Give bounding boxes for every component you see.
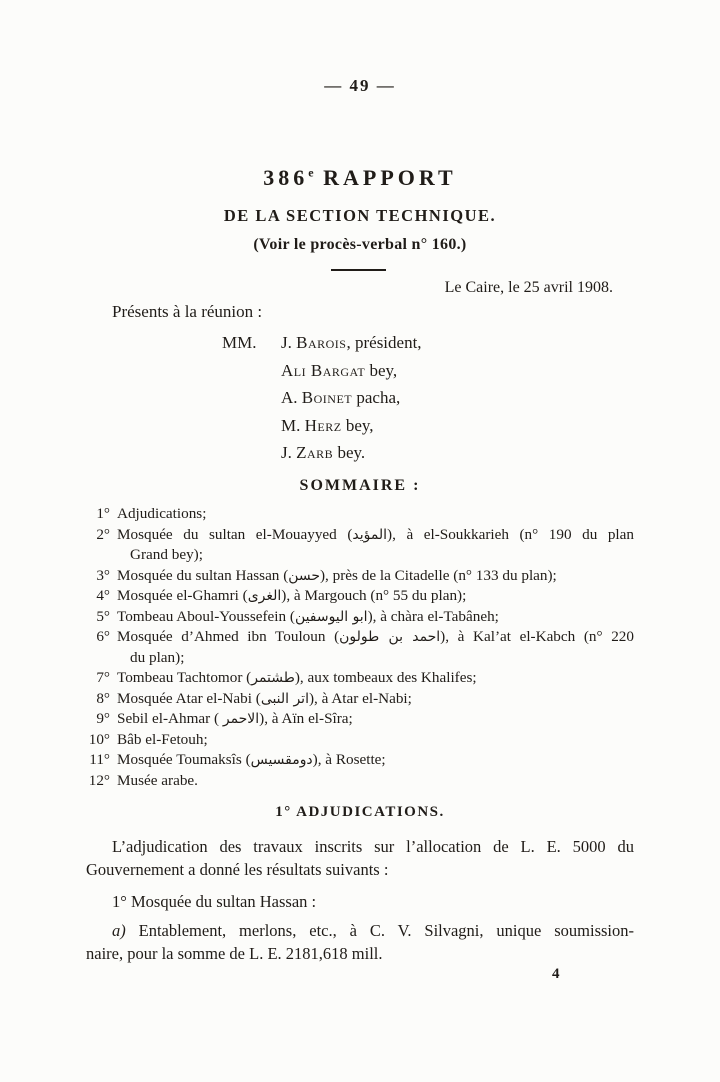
sommaire-item-text (117, 586, 634, 607)
sommaire-item-line: ), à chàra el-Tabâneh; (367, 607, 499, 625)
sommaire-item-text (117, 525, 634, 546)
arabic-name: اتر النبى (260, 690, 309, 707)
arabic-name: الاحمر (222, 711, 260, 727)
paragraph-line: L’adjudication des travaux inscrits sur l’allocation de L. E. 5000 du (112, 837, 634, 856)
attendee-surname: Zarb (296, 443, 334, 462)
attendee-list (222, 329, 422, 467)
attendee-initials: A. (281, 388, 302, 407)
sommaire-item-line: Musée arabe. (117, 771, 198, 789)
report-title-number: 386 (263, 165, 309, 190)
sommaire-item-number: 1° (96, 505, 110, 522)
sommaire-item (96, 566, 634, 587)
attendee-row (281, 384, 422, 412)
proces-verbal-note: (Voir le procès-verbal n° 160.) (253, 236, 467, 253)
attendee-title: bey, (365, 360, 398, 380)
sommaire-item-line: Tombeau Aboul-Youssefein ( (117, 607, 295, 625)
arabic-name: احمد بن طولون (339, 629, 441, 645)
report-title-ordinal: e (308, 165, 314, 180)
sommaire-item-line: Sebil el-Ahmar ( (117, 710, 223, 727)
sommaire-item-text (117, 709, 634, 730)
arabic-name: ابو اليوسفين (294, 608, 368, 625)
sommaire-item (96, 586, 634, 607)
sommaire-item-line: Mosquée du sultan el-Mouayyed ( (117, 525, 353, 543)
sommaire-item (96, 709, 634, 730)
sommaire-item-continuation: du plan); (130, 648, 185, 666)
paragraph-text: Entablement, merlons, etc., à C. V. Silvagni, unique soumission- (125, 921, 634, 940)
sommaire-item-line: Bâb el-Fetouh; (117, 730, 208, 748)
sommaire-item-text (117, 607, 634, 628)
paragraph-line (86, 920, 634, 943)
sheet-signature-number: 4 (552, 966, 560, 982)
sommaire-item-number: 5° (96, 607, 110, 625)
sommaire-item-number: 4° (96, 587, 110, 604)
sommaire-item-number: 2° (96, 525, 110, 543)
separator-rule (331, 269, 386, 271)
attendee-row (281, 412, 422, 440)
sommaire-item-line: Adjudications; (117, 505, 207, 522)
section-heading: 1° ADJUDICATIONS. (275, 804, 445, 820)
attendee-row (281, 357, 422, 385)
attendee-title: bey. (333, 443, 366, 462)
sommaire-item-text (117, 627, 634, 648)
sommaire-item-line: Mosquée el-Ghamri ( (117, 587, 248, 604)
sommaire-item-line: Mosquée d’Ahmed ibn Touloun ( (117, 628, 340, 645)
sommaire-item-line: Mosquée Atar el-Nabi ( (117, 689, 261, 707)
adjudication-detail-paragraph (86, 920, 634, 965)
dateline: Le Caire, le 25 avril 1908. (444, 279, 613, 296)
sommaire-item-text (117, 566, 634, 587)
adjudication-paragraph (86, 836, 634, 881)
attendee-surname: Herz (304, 415, 342, 435)
sommaire-item-line: Tombeau Tachtomor ( (117, 669, 252, 686)
report-title-text: RAPPORT (323, 165, 457, 190)
attendee-row (222, 329, 422, 357)
attendee-initials: J. (281, 333, 297, 352)
sommaire-item (88, 771, 634, 792)
attendee-surname: Barois (296, 333, 347, 352)
sommaire-item-number: 3° (96, 566, 110, 584)
sommaire-item-text (117, 730, 634, 751)
paragraph-line: naire, pour la somme de L. E. 2181,618 mill. (86, 943, 383, 963)
sommaire-item (89, 750, 634, 771)
sommaire-item-text (117, 771, 634, 792)
arabic-name: طشتمر (251, 670, 295, 686)
report-subtitle: DE LA SECTION TECHNIQUE. (223, 206, 497, 225)
attendee-title: , président, (346, 333, 422, 352)
sommaire-item-text (117, 689, 634, 710)
sommaire-item-text (117, 750, 634, 771)
attendee-row (281, 439, 422, 467)
item-letter: a) (112, 921, 126, 940)
arabic-name: حسن (288, 567, 320, 584)
report-title (0, 165, 720, 191)
sommaire-item (96, 689, 634, 710)
sommaire-item (96, 504, 634, 525)
sommaire-item-text (117, 504, 634, 525)
sommaire-item-line: ), près de la Citadelle (n° 133 du plan); (320, 566, 557, 584)
sommaire-item-line: ), à Kal’at el-Kabch (n° 220 (440, 628, 634, 645)
attendee-title: bey, (341, 415, 374, 435)
sommaire-item-number: 7° (96, 669, 110, 686)
sommaire-item (88, 730, 634, 751)
sommaire-item-number: 11° (89, 751, 110, 768)
sommaire-item-number: 8° (96, 689, 110, 707)
sommaire-item-line: Mosquée Toumaksîs ( (117, 751, 251, 768)
attendee-surname: Boinet (301, 388, 353, 407)
attendance-label: Présents à la réunion : (112, 302, 263, 321)
attendee-initials: M. (281, 415, 305, 435)
sommaire-item-number: 6° (96, 628, 110, 645)
sommaire-item-number: 12° (88, 771, 110, 789)
sommaire-item (96, 525, 634, 566)
sommaire-item-number: 10° (88, 730, 110, 748)
sommaire-item-line: ), à Margouch (n° 55 du plan); (281, 587, 467, 604)
sommaire-item (96, 668, 634, 689)
attendee-initials: J. (281, 443, 297, 462)
sommaire-heading: SOMMAIRE : (299, 477, 421, 494)
sommaire-item-text (117, 668, 634, 689)
adjudication-subitem: 1° Mosquée du sultan Hassan : (112, 892, 317, 911)
sommaire-item-line: ), à el-Soukkarieh (n° 190 du plan (387, 525, 634, 543)
sommaire-item (96, 607, 634, 628)
sommaire-item-line: Mosquée du sultan Hassan ( (117, 566, 289, 584)
paragraph-line: Gouvernement a donné les résultats suivants : (86, 859, 389, 879)
attendee-title: pacha, (352, 388, 401, 407)
arabic-name: الغرى (247, 588, 282, 604)
sommaire-item-line: ), à Atar el-Nabi; (308, 689, 412, 707)
sommaire-item-line: ), à Rosette; (312, 751, 386, 768)
sommaire-list (88, 504, 634, 791)
sommaire-item-line: ), à Aïn el-Sîra; (259, 710, 353, 727)
sommaire-item-continuation: Grand bey); (130, 546, 203, 563)
page-number-text: — 49 — (324, 76, 396, 95)
attendee-lead: MM. (222, 333, 257, 352)
sommaire-item (96, 627, 634, 668)
page-number (0, 76, 720, 96)
attendee-surname: Ali Bargat (281, 360, 366, 380)
arabic-name: المؤيد (352, 526, 388, 543)
sommaire-item-number: 9° (96, 710, 110, 727)
sommaire-item-line: ), aux tombeaux des Khalifes; (294, 669, 477, 686)
arabic-name: دومقسيس (250, 752, 313, 768)
